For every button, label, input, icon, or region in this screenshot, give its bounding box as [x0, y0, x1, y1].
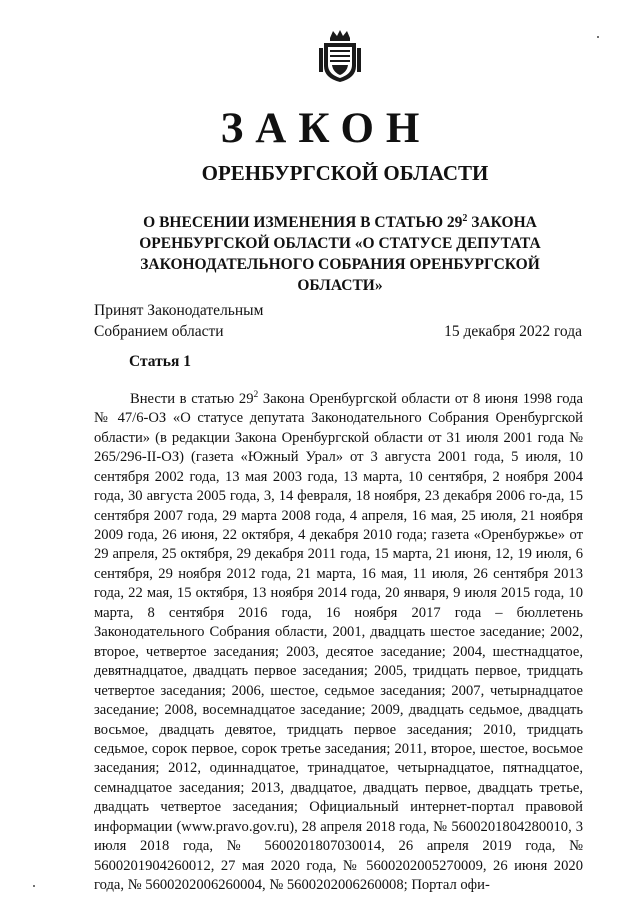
article-heading: Статья 1 — [129, 353, 191, 370]
law-subject-heading — [100, 208, 580, 296]
adopted-line-2: Собранием области — [94, 323, 224, 340]
law-title: ЗАКОН — [220, 105, 432, 152]
adoption-date: 15 декабря 2022 года — [444, 323, 582, 340]
subject-line-3: ЗАКОНОДАТЕЛЬНОГО СОБРАНИЯ ОРЕНБУРГСКОЙ ОБЛАСТИ» — [140, 256, 540, 295]
adopted-line-1: Принят Законодательным — [94, 302, 264, 319]
coat-of-arms-emblem — [316, 28, 364, 84]
region-title: ОРЕНБУРГСКОЙ ОБЛАСТИ — [201, 161, 489, 185]
subject-line-2: ОРЕНБУРГСКОЙ ОБЛАСТИ «О СТАТУСЕ ДЕПУТАТА — [139, 235, 541, 253]
subject-line-1: О ВНЕСЕНИИ ИЗМЕНЕНИЯ В СТАТЬЮ $29^2$ ЗАКОНА — [143, 213, 537, 232]
body-superscript: 2 — [253, 390, 259, 400]
scan-speck — [597, 36, 599, 38]
scan-speck — [33, 885, 35, 887]
subject-superscript: 2 — [462, 213, 468, 224]
article-body-text: Внести в статью $29^2$ Закона Оренбургской области от 8 июня 1998 года № 47/6-ОЗ «О статусе депутата Законодательного Собрания Оренбургской области» (в редакции Закона Оренбургской области от 31 июля 2001 года № 265/296-II-ОЗ) (газета «Южный Урал» от 3 августа 2001 года, 5 июля, 10 сентября 2002 года, 13 мая 2003 года, 13 марта, 10 сентября, 2 ноября 2004 года, 30 августа 2005 года, 3, 14 февраля, 18 ноября, 23 декабря 2006 го-да, 15 сентября 2007 года, 29 марта 2008 года, 4 апреля, 16 мая, 25 июля, 21 ноября 2009 года, 26 июня, 22 октября, 4 декабря 2010 года; газета «Оренбуржье» от 29 апреля, 25 октября, 29 декабря 2011 года, 15 марта, 21 июня, 12, 19 июля, 6 сентября, 29 ноября 2012 года, 21 марта, 16 мая, 11 июля, 26 сентября 2013 года, 22 мая, 15 октября, 13 ноября 2014 года, 20 января, 9 июля 2015 года, 10 марта, 8 сентября 2016 года, 16 ноября 2017 года – бюллетень Законодательного Собрания области, 2001, двадцать шестое заседание; 2002, второе, четвертое заседания; 2003, десятое заседание; 2004, шестнадцатое, девятнадцатое, двадцать первое заседания; 2005, тридцать первое, тридцать четвертое заседания; 2006, шестое, седьмое заседания; 2007, четырнадцатое заседание; 2008, восемнадцатое заседание; 2009, двадцать седьмое, двадцать восьмое, двадцать девятое, тридцать первое заседания; 2010, тридцать седьмое, сорок первое, сорок третье заседания; 2011, второе, шестое, восьмое заседания; 2012, одиннадцатое, тринадцатое, четырнадцатое, пятнадцатое, семнадцатое заседания; 2013, двадцатое, двадцать первое, двадцать третье, двадцать четвертое заседания; Официальный интернет-портал правовой информации (www.pravo.gov.ru), 28 апреля 2018 года, № 5600201804280010, 3 июля 2018 года, № 5600201807030014, 26 апреля 2019 года, № 5600201904260012, 27 мая 2020 года, № 5600202005270009, 26 июня 2020 года, № 5600202006260004, № 5600202006260008; Портал офи- — [94, 390, 583, 894]
